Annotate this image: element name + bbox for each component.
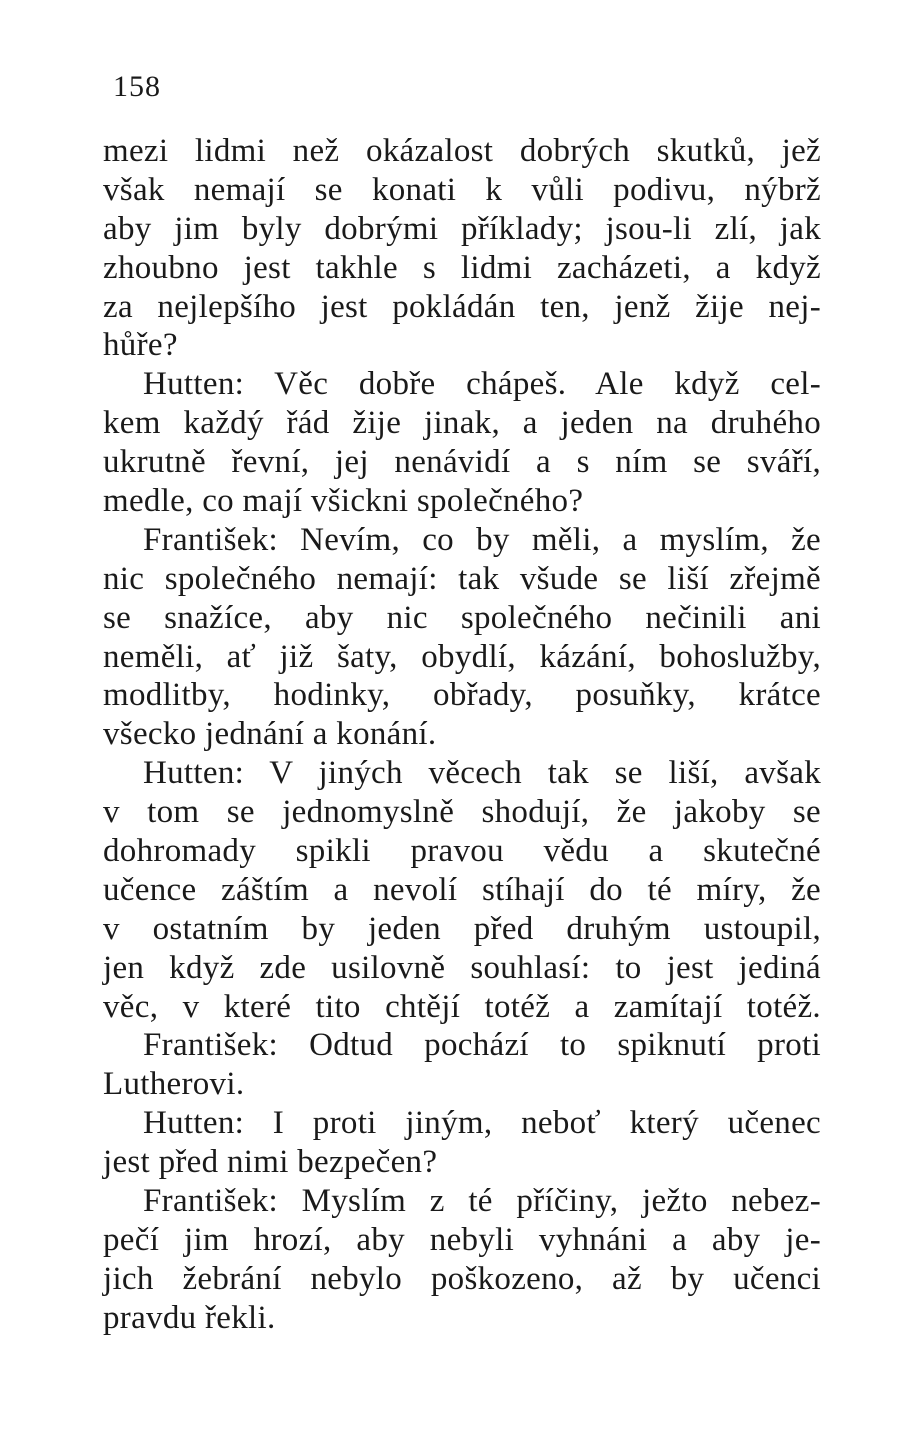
text-line: Hutten: Věc dobře chápeš. Ale když cel-: [143, 366, 821, 403]
text-line: za nejlepšího jest pokládán ten, jenž žije nej-: [103, 288, 821, 325]
text-line: Hutten: I proti jiným, neboť který učenec: [143, 1105, 821, 1142]
text-line: věc, v které tito chtějí totéž a zamítají totéž.: [103, 988, 821, 1025]
text-line: ukrutně řevní, jej nenávidí a s ním se sváří,: [103, 444, 821, 481]
text-line: neměli, ať již šaty, obydlí, kázání, bohoslužby,: [103, 638, 821, 675]
body-text: [103, 132, 821, 1338]
text-line: hůře?: [103, 327, 178, 364]
text-line: učence záštím a nevolí stíhají do té míry, že: [103, 871, 821, 908]
text-line: František: Myslím z té příčiny, ježto nebez-: [143, 1183, 821, 1220]
text-line: dohromady spikli pravou vědu a skutečné: [103, 833, 821, 870]
text-line: František: Nevím, co by měli, a myslím, že: [143, 521, 821, 558]
text-line: jest před nimi bezpečen?: [103, 1144, 438, 1181]
text-line: Lutherovi.: [103, 1066, 245, 1103]
page-number: 158: [113, 70, 161, 103]
text-line: v tom se jednomyslně shodují, že jakoby se: [103, 794, 821, 831]
text-line: zhoubno jest takhle s lidmi zacházeti, a když: [103, 249, 821, 286]
text-line: jen když zde usilovně souhlasí: to jest jediná: [103, 949, 821, 986]
text-line: v ostatním by jeden před druhým ustoupil,: [103, 910, 821, 947]
text-line: však nemají se konati k vůli podivu, nýbrž: [103, 171, 821, 208]
text-line: jich žebrání nebylo poškozeno, až by učenci: [103, 1260, 821, 1297]
text-line: nic společného nemají: tak všude se liší zřejmě: [103, 560, 821, 597]
text-line: Hutten: V jiných věcech tak se liší, avšak: [143, 755, 821, 792]
text-line: pravdu řekli.: [103, 1299, 276, 1336]
text-line: kem každý řád žije jinak, a jeden na druhého: [103, 405, 821, 442]
text-line: aby jim byly dobrými příklady; jsou-li zlí, jak: [103, 210, 821, 247]
text-line: František: Odtud pochází to spiknutí proti: [143, 1027, 821, 1064]
text-line: se snažíce, aby nic společného nečinili ani: [103, 599, 821, 636]
text-line: mezi lidmi než okázalost dobrých skutků, jež: [103, 133, 821, 169]
text-line: pečí jim hrozí, aby nebyli vyhnáni a aby je-: [103, 1221, 821, 1258]
text-line: modlitby, hodinky, obřady, posuňky, krátce: [103, 677, 821, 714]
text-line: všecko jednání a konání.: [103, 716, 437, 753]
text-line: medle, co mají všickni společného?: [103, 483, 584, 520]
